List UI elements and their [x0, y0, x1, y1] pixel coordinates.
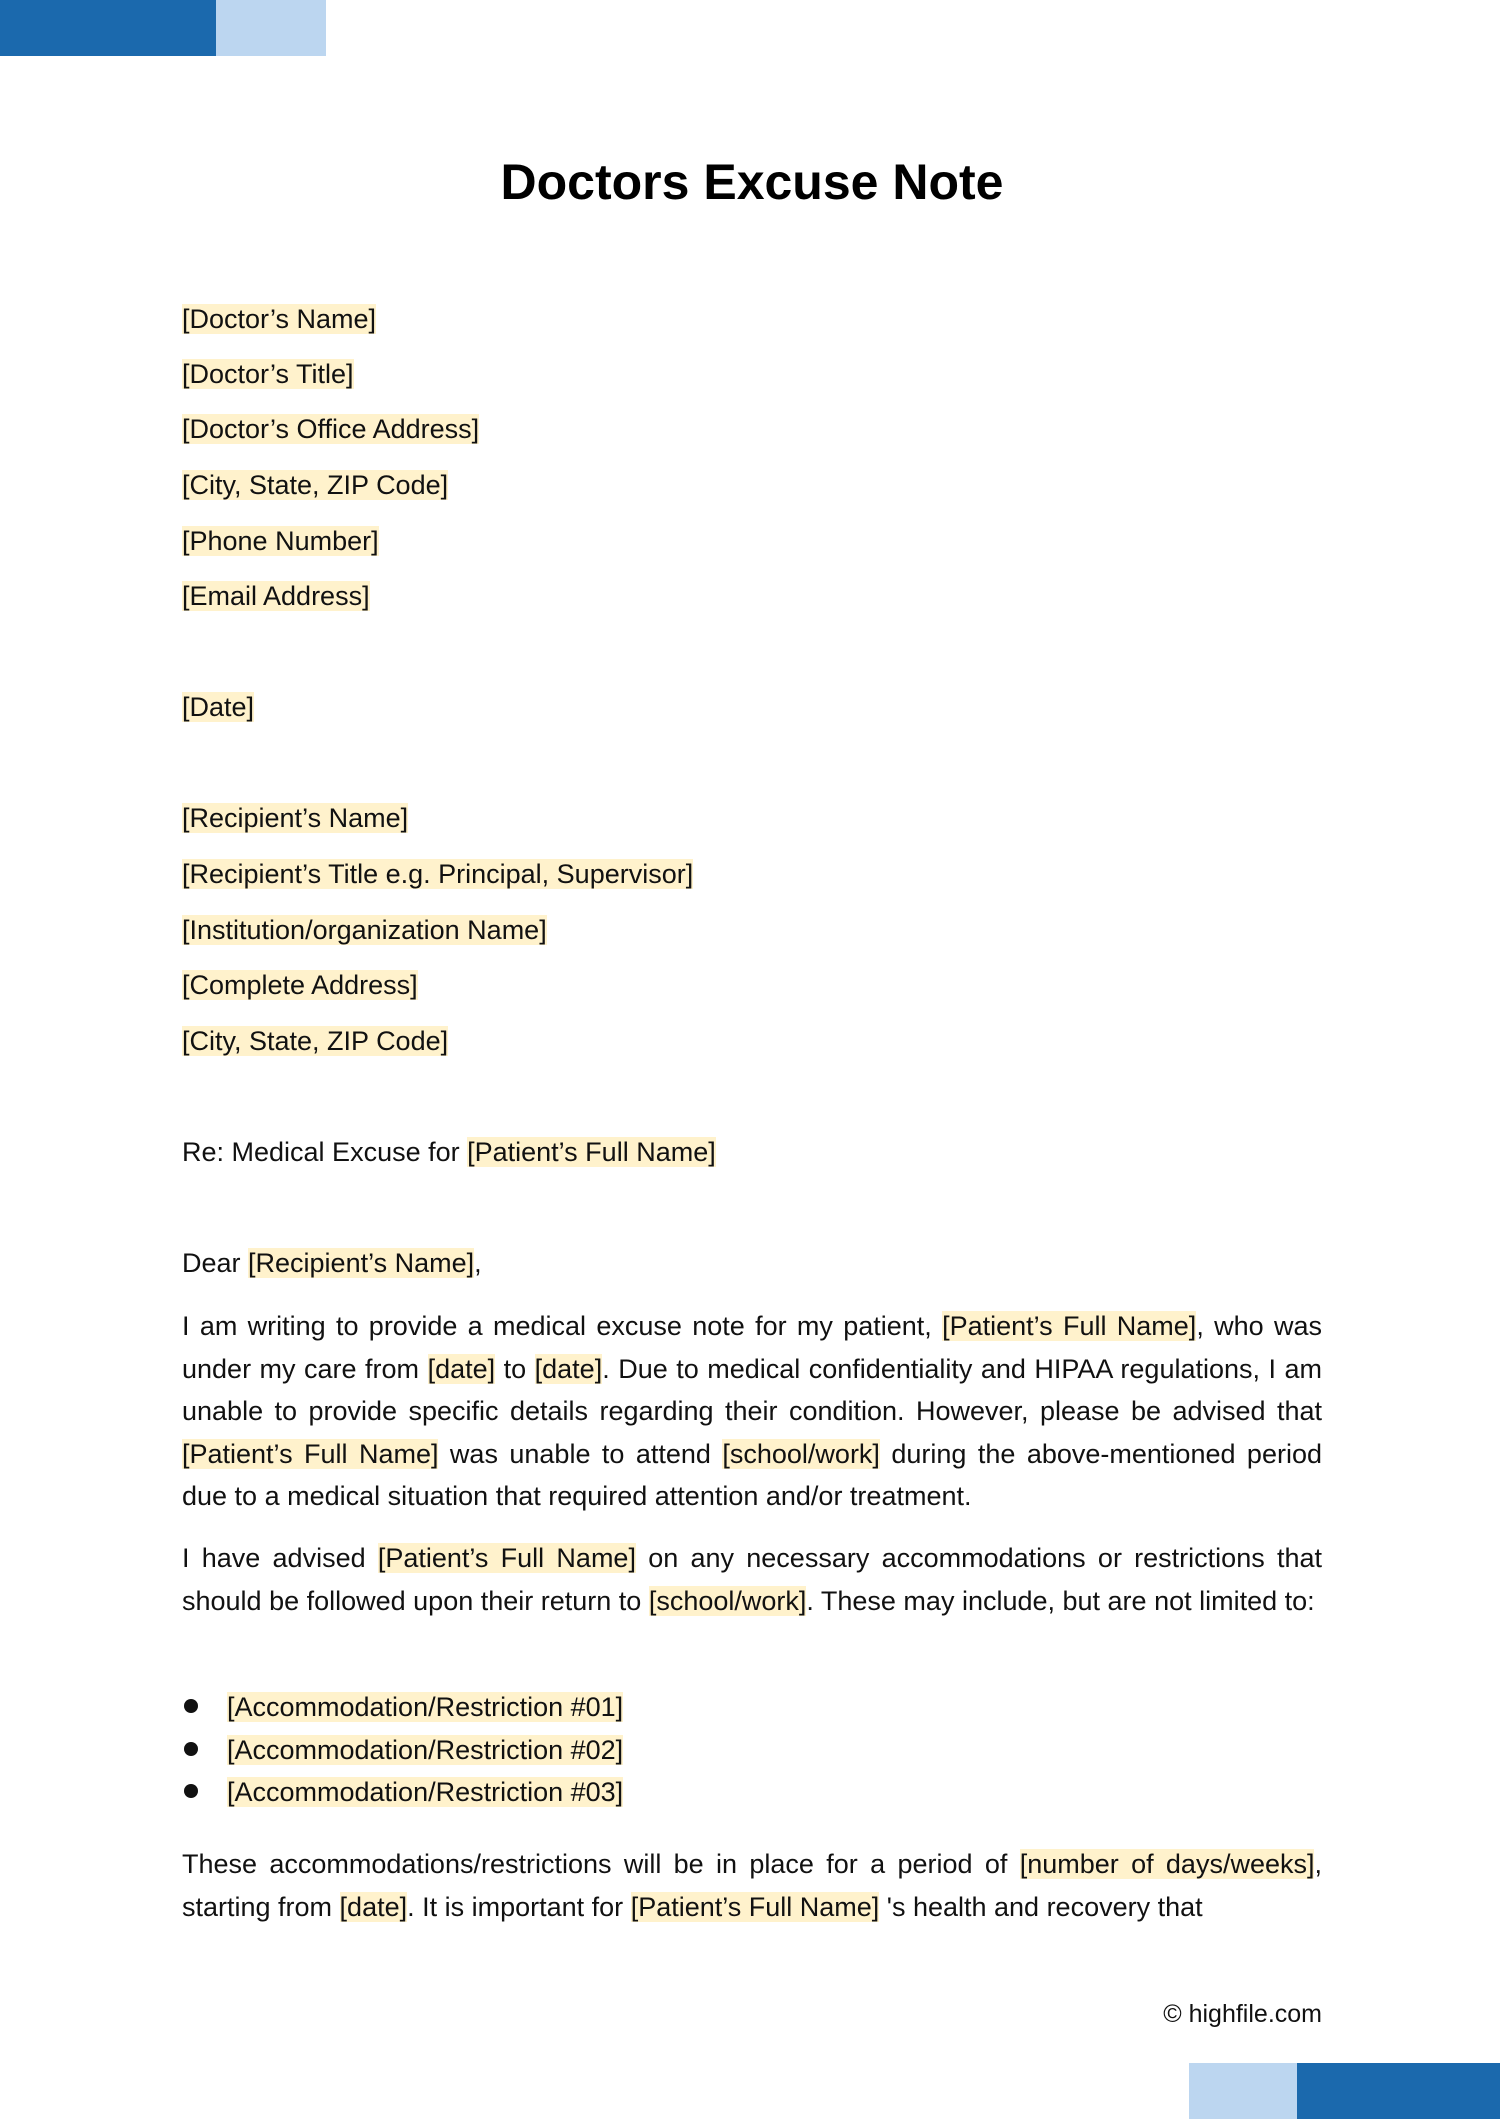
school-work-field: [school/work] [648, 1585, 807, 1616]
recipient-institution-field: [Institution/organization Name] [182, 915, 547, 945]
bullet-icon [184, 1699, 198, 1713]
recipient-title-field: [Recipient’s Title e.g. Principal, Supervisor] [182, 859, 694, 889]
list-item [182, 1771, 623, 1814]
patient-name-field: [Patient’s Full Name] [942, 1311, 1197, 1341]
paragraph-2-text: I have advised [182, 1543, 378, 1573]
re-line-prefix: Re: Medical Excuse for [182, 1137, 468, 1167]
patient-name-field: [Patient’s Full Name] [182, 1438, 439, 1469]
start-date-field: [date] [427, 1353, 496, 1384]
doctor-email-field: [Email Address] [182, 581, 370, 611]
doctor-name-field: [Doctor’s Name] [182, 304, 377, 334]
bullet-icon [184, 1742, 198, 1756]
accommodation-field: [Accommodation/Restriction #01] [227, 1692, 624, 1722]
paragraph-1-text: was unable to attend [438, 1438, 723, 1469]
paragraph-1-text: . Due to medical confidentiality and HIPAA regulations, I am unable to provide specific details regarding their condition. However, please be advised that [182, 1353, 1323, 1426]
accommodations-list [182, 1686, 623, 1814]
salutation [182, 1243, 482, 1283]
duration-field: [number of days/weeks] [1019, 1849, 1315, 1879]
corner-block-bottom-right-dark [1297, 2063, 1500, 2119]
paragraph-3-text: 's health and recovery that [879, 1891, 1203, 1922]
salutation-prefix: Dear [182, 1248, 249, 1278]
paragraph-2-text: . These may include, but are not limited to: [806, 1585, 1315, 1616]
document-title: Doctors Excuse Note [500, 154, 1004, 210]
paragraph-3-text: These accommodations/restrictions will be in place for a period of [182, 1849, 1020, 1879]
recipient-city-state-zip-field: [City, State, ZIP Code] [182, 1026, 449, 1056]
paragraph-2-text: on any necessary accommodations or restrictions that should be followed upon their return to [182, 1543, 1322, 1616]
re-line-patient-field: [Patient’s Full Name] [467, 1137, 716, 1167]
paragraph-3 [182, 1843, 1322, 1928]
school-work-field: [school/work] [722, 1438, 880, 1469]
paragraph-1-text: I am writing to provide a medical excuse note for my patient, [182, 1311, 943, 1341]
paragraph-2 [182, 1537, 1322, 1622]
start-date-field: [date] [339, 1891, 408, 1922]
bullet-icon [184, 1784, 198, 1798]
patient-name-field: [Patient’s Full Name] [377, 1543, 636, 1573]
date-field: [Date] [182, 692, 255, 722]
paragraph-1-text: to [495, 1353, 535, 1384]
paragraph-1-text: , who was under my care from [182, 1311, 1322, 1384]
list-item [182, 1686, 623, 1729]
doctor-title-field: [Doctor’s Title] [182, 359, 354, 389]
list-item [182, 1729, 623, 1772]
paragraph-1 [182, 1305, 1322, 1518]
paragraph-3-text: . It is important for [407, 1891, 631, 1922]
paragraph-3-text: , starting from [182, 1849, 1322, 1922]
date-line [182, 687, 254, 727]
salutation-name-field: [Recipient’s Name] [248, 1248, 475, 1278]
recipient-address-field: [Complete Address] [182, 970, 418, 1000]
recipient-name-field: [Recipient’s Name] [182, 803, 409, 833]
end-date-field: [date] [534, 1353, 603, 1384]
corner-block-top-left-light [216, 0, 326, 56]
accommodation-field: [Accommodation/Restriction #03] [227, 1777, 624, 1807]
corner-block-bottom-right-light [1189, 2063, 1297, 2119]
re-line [182, 1132, 716, 1172]
doctor-office-address-field: [Doctor’s Office Address] [182, 414, 480, 444]
doctor-city-state-zip-field: [City, State, ZIP Code] [182, 470, 449, 500]
corner-block-top-left-dark [0, 0, 216, 56]
accommodation-field: [Accommodation/Restriction #02] [227, 1734, 624, 1765]
doctor-phone-field: [Phone Number] [182, 526, 379, 556]
footer-copyright: © highfile.com [1163, 2000, 1322, 2028]
paragraph-1-text: during the above-mentioned period due to a medical situation that required attention and/or treatment. [182, 1438, 1322, 1511]
patient-name-field: [Patient’s Full Name] [630, 1891, 880, 1922]
salutation-suffix: , [474, 1248, 482, 1278]
